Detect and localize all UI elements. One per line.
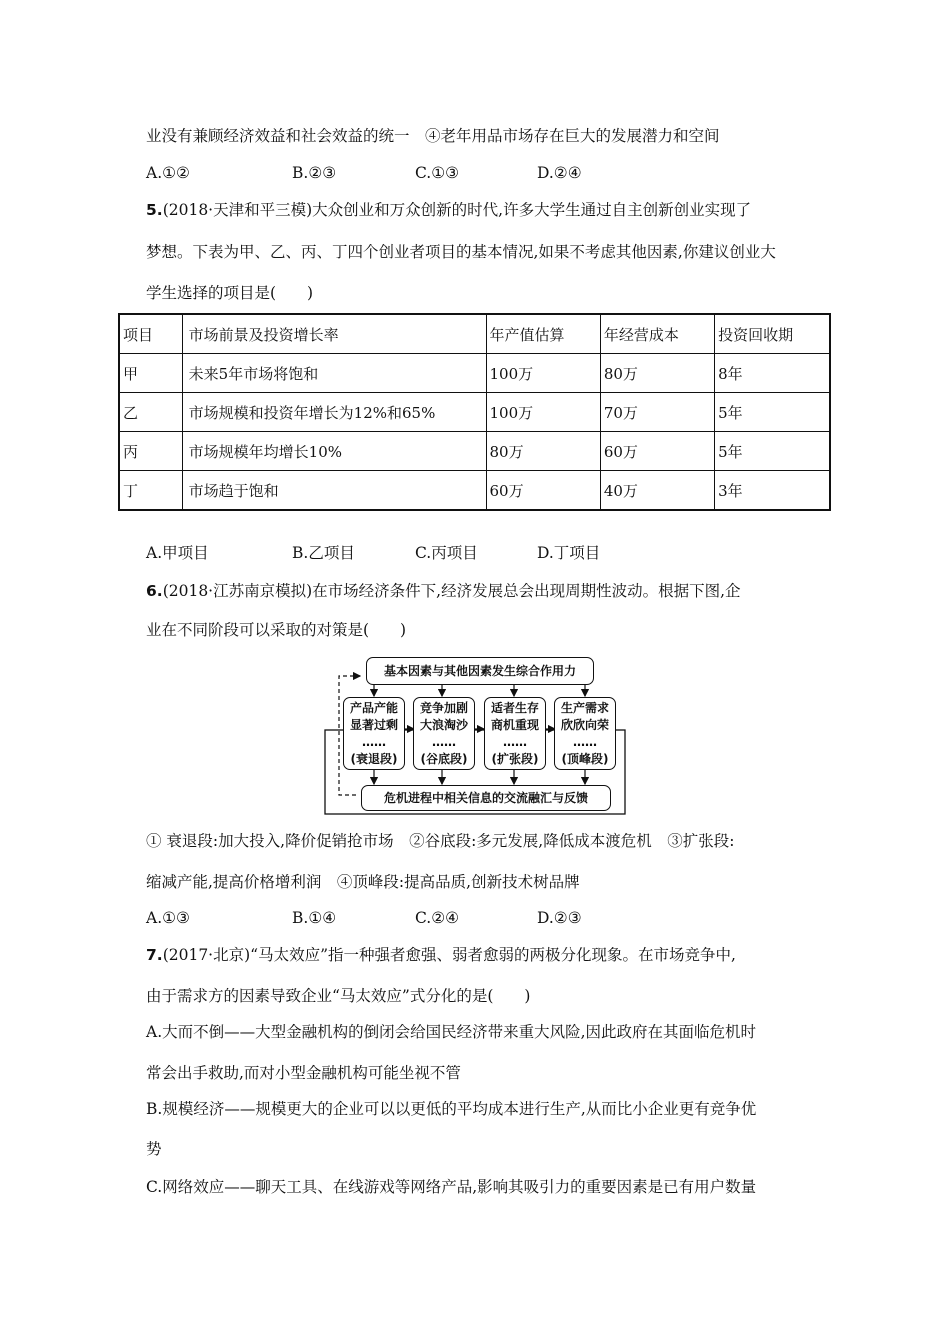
table-cell: 70万 <box>600 393 714 432</box>
stage-name: (衰退段) <box>350 751 398 766</box>
diagram-bottom-box: 危机进程中相关信息的交流融汇与反馈 <box>361 785 611 811</box>
table-cell: 5年 <box>715 432 830 471</box>
stage-line-1: 生产需求 <box>560 700 609 715</box>
table-cell: 80万 <box>600 354 714 393</box>
table-row <box>119 471 830 511</box>
table-cell: 60万 <box>486 471 600 511</box>
q5-option-c: C.丙项目 <box>415 544 478 562</box>
q7-option-b-line-2: 势 <box>146 1140 162 1158</box>
table-cell: 60万 <box>600 432 714 471</box>
table-cell: 80万 <box>486 432 600 471</box>
table-cell: 市场趋于饱和 <box>182 471 486 511</box>
stage-name: (谷底段) <box>420 751 468 766</box>
q6-stem-line-2: 业在不同阶段可以采取的对策是( ) <box>146 621 407 639</box>
table-cell: 3年 <box>715 471 830 511</box>
q5-option-a: A.甲项目 <box>146 544 209 562</box>
q4-option-d: D.②④ <box>537 164 582 182</box>
q6-number: 6. <box>146 582 163 600</box>
q7-option-a-line-2: 常会出手救助,而对小型金融机构可能坐视不管 <box>146 1064 461 1082</box>
stage-line-2: 欣欣向荣 <box>560 717 609 732</box>
q5-option-b: B.乙项目 <box>292 544 355 562</box>
q6-option-c: C.②④ <box>415 909 460 927</box>
q7-stem-text-1: (2017·北京)“马太效应”指一种强者愈强、弱者愈弱的两极分化现象。在市场竞争中, <box>162 946 736 964</box>
table-header-cell: 年经营成本 <box>600 314 714 354</box>
table-cell: 40万 <box>600 471 714 511</box>
table-cell: 甲 <box>119 354 182 393</box>
q7-stem-line-1 <box>146 945 736 965</box>
stage-dots: …… <box>573 734 597 749</box>
table-cell: 100万 <box>486 354 600 393</box>
q7-number: 7. <box>146 946 163 964</box>
stage-dots: …… <box>503 734 527 749</box>
q5-number: 5. <box>146 201 163 219</box>
q6-statements-line-1: ① 衰退段:加大投入,降价促销抢市场 ②谷底段:多元发展,降低成本渡危机 ③扩张段: <box>146 832 735 850</box>
q4-option-a: A.①② <box>146 164 190 182</box>
table-cell: 丁 <box>119 471 182 511</box>
stage-line-1: 竞争加剧 <box>419 700 468 715</box>
table-row <box>119 354 830 393</box>
stage-line-2: 商机重现 <box>490 717 539 732</box>
q5-option-d: D.丁项目 <box>537 544 601 562</box>
q5-stem-line-1 <box>146 200 751 220</box>
q6-stem-text-1: (2018·江苏南京模拟)在市场经济条件下,经济发展总会出现周期性波动。根据下图,企 <box>162 582 741 600</box>
q4-option-c: C.①③ <box>415 164 460 182</box>
table-cell: 丙 <box>119 432 182 471</box>
stage-box-expansion <box>484 697 546 770</box>
q7-stem-line-2: 由于需求方的因素导致企业“马太效应”式分化的是( ) <box>146 987 531 1005</box>
table-cell: 5年 <box>715 393 830 432</box>
table-header-cell: 投资回收期 <box>715 314 830 354</box>
table-cell: 未来5年市场将饱和 <box>182 354 486 393</box>
stage-name: (扩张段) <box>491 751 539 766</box>
table-header-cell: 项目 <box>119 314 182 354</box>
table-cell: 市场规模和投资年增长为12%和65% <box>182 393 486 432</box>
q7-option-a-line-1: A.大而不倒——大型金融机构的倒闭会给国民经济带来重大风险,因此政府在其面临危机时 <box>146 1023 757 1041</box>
q6-option-a: A.①③ <box>146 909 190 927</box>
table-header-cell: 市场前景及投资增长率 <box>182 314 486 354</box>
table-cell: 乙 <box>119 393 182 432</box>
q6-option-d: D.②③ <box>537 909 582 927</box>
table-cell: 8年 <box>715 354 830 393</box>
table-cell: 100万 <box>486 393 600 432</box>
q5-stem-text-1: (2018·天津和平三模)大众创业和万众创新的时代,许多大学生通过自主创新创业实现了 <box>162 201 752 219</box>
stage-name: (顶峰段) <box>561 751 609 766</box>
table-header-cell: 年产值估算 <box>486 314 600 354</box>
table-row <box>119 393 830 432</box>
stage-box-trough <box>413 697 475 770</box>
stage-dots: …… <box>432 734 456 749</box>
q7-option-c-line-1: C.网络效应——聊天工具、在线游戏等网络产品,影响其吸引力的重要因素是已有用户数量 <box>146 1178 757 1196</box>
stage-line-1: 适者生存 <box>490 700 539 715</box>
q6-stem-line-1 <box>146 581 741 601</box>
q6-statements-line-2: 缩减产能,提高价格增利润 ④顶峰段:提高品质,创新技术树品牌 <box>146 873 580 891</box>
stage-box-peak <box>554 697 616 770</box>
stage-line-2: 显著过剩 <box>349 717 398 732</box>
economic-cycle-diagram <box>322 655 628 817</box>
diagram-top-box: 基本因素与其他因素发生综合作用力 <box>366 657 594 685</box>
project-table <box>118 313 831 511</box>
table-row <box>119 432 830 471</box>
q6-option-b: B.①④ <box>292 909 337 927</box>
table-cell: 市场规模年均增长10% <box>182 432 486 471</box>
table-header-row <box>119 314 830 354</box>
stage-dots: …… <box>362 734 386 749</box>
stage-line-1: 产品产能 <box>349 700 398 715</box>
stage-line-2: 大浪淘沙 <box>419 717 468 732</box>
q4-statement-tail: 业没有兼顾经济效益和社会效益的统一 ④老年用品市场存在巨大的发展潜力和空间 <box>146 127 720 145</box>
q4-option-b: B.②③ <box>292 164 337 182</box>
q5-stem-line-2: 梦想。下表为甲、乙、丙、丁四个创业者项目的基本情况,如果不考虑其他因素,你建议创业大 <box>146 243 776 261</box>
q5-stem-line-3: 学生选择的项目是( ) <box>146 284 314 302</box>
stage-box-decline <box>343 697 405 770</box>
q7-option-b-line-1: B.规模经济——规模更大的企业可以以更低的平均成本进行生产,从而比小企业更有竞争优 <box>146 1100 757 1118</box>
